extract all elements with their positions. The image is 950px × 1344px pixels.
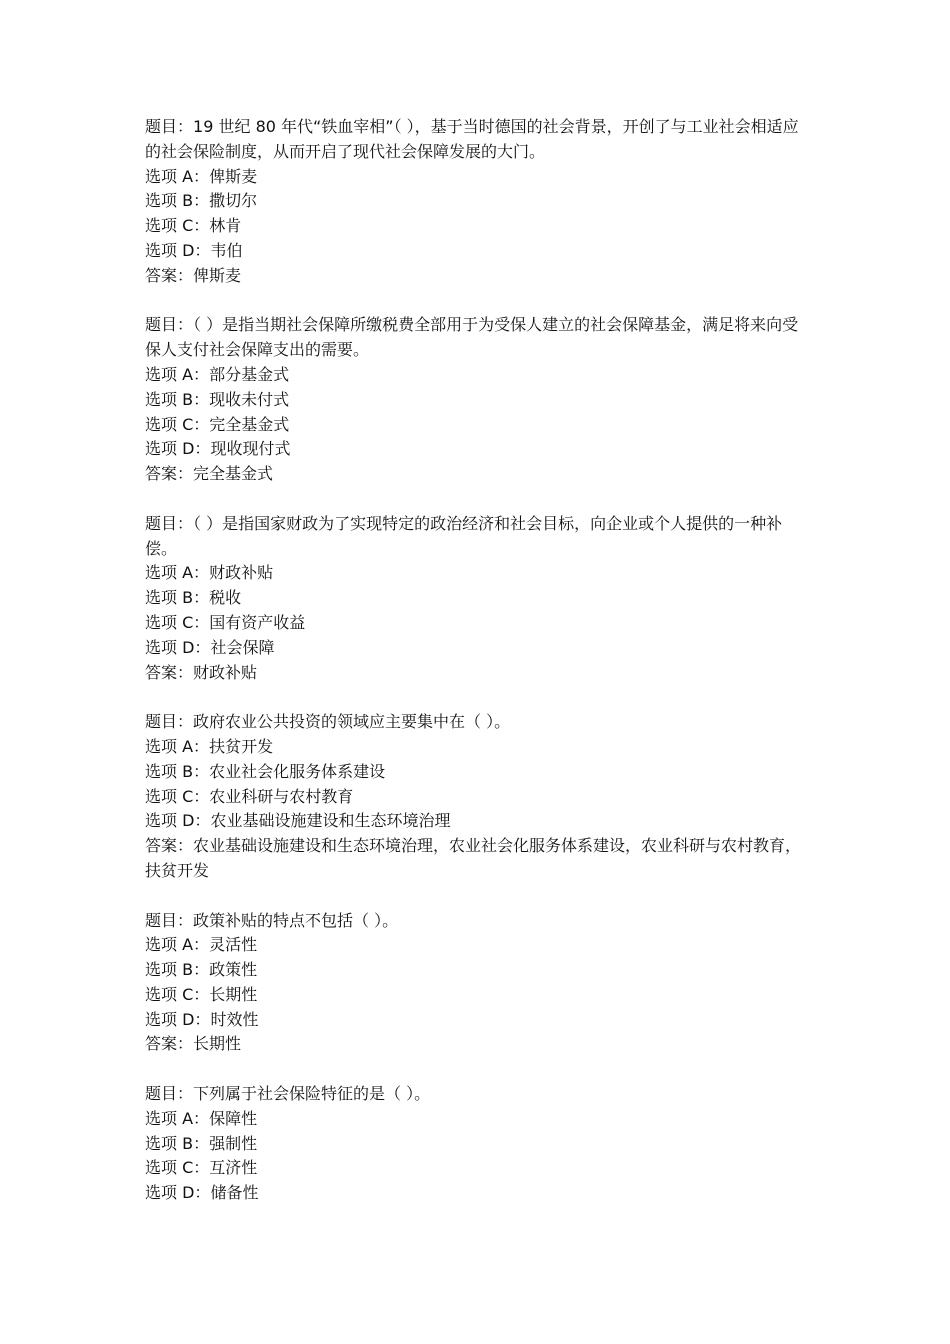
option-d: 选项 D：储备性 [145, 1183, 259, 1203]
option-c: 选项 C：完全基金式 [145, 414, 290, 434]
answer-text: 答案：长期性 [145, 1034, 242, 1054]
option-a: 选项 A：扶贫开发 [145, 736, 274, 756]
option-b: 选项 B：现收未付式 [145, 389, 290, 409]
answer-text: 答案：俾斯麦 [145, 265, 242, 285]
option-c: 选项 C：国有资产收益 [145, 612, 306, 632]
question-block [145, 115, 810, 289]
option-d: 选项 D：时效性 [145, 1009, 259, 1029]
question-block [145, 1082, 810, 1206]
question-text: 题目：政策补贴的特点不包括（ ）。 [145, 910, 399, 930]
option-b: 选项 B：税收 [145, 588, 242, 608]
question-block [145, 313, 810, 487]
option-a: 选项 A：财政补贴 [145, 563, 274, 583]
option-b: 选项 B：政策性 [145, 960, 258, 980]
question-block [145, 710, 810, 884]
option-a: 选项 A：灵活性 [145, 935, 258, 955]
question-text: 题目：（ ）是指国家财政为了实现特定的政治经济和社会目标，向企业或个人提供的一种补偿。 [145, 513, 783, 558]
question-text: 题目：政府农业公共投资的领域应主要集中在（ ）。 [145, 712, 511, 732]
option-a: 选项 A：保障性 [145, 1108, 258, 1128]
option-c: 选项 C：农业科研与农村教育 [145, 786, 354, 806]
answer-text: 答案：农业基础设施建设和生态环境治理，农业社会化服务体系建设，农业科研与农村教育，扶贫开发 [145, 836, 802, 880]
option-d: 选项 D：社会保障 [145, 637, 275, 657]
option-a: 选项 A：部分基金式 [145, 364, 290, 384]
option-c: 选项 C：互济性 [145, 1158, 258, 1178]
option-c: 选项 C：林肯 [145, 216, 242, 236]
option-d: 选项 D：现收现付式 [145, 439, 291, 459]
answer-text: 答案：完全基金式 [145, 464, 274, 484]
option-a: 选项 A：俾斯麦 [145, 166, 258, 186]
question-block [145, 512, 810, 686]
question-text: 题目：19 世纪 80 年代“铁血宰相”（ ），基于当时德国的社会背景，开创了与工业社会相适应的社会保险制度，从而开启了现代社会保障发展的大门。 [145, 117, 799, 161]
document-page [145, 115, 810, 1231]
option-d: 选项 D：韦伯 [145, 240, 243, 260]
option-b: 选项 B：农业社会化服务体系建设 [145, 761, 386, 781]
question-text: 题目：下列属于社会保险特征的是（ ）。 [145, 1084, 431, 1104]
option-b: 选项 B：强制性 [145, 1133, 258, 1153]
option-d: 选项 D：农业基础设施建设和生态环境治理 [145, 811, 451, 831]
question-block [145, 909, 810, 1058]
question-text: 题目：（ ）是指当期社会保障所缴税费全部用于为受保人建立的社会保障基金，满足将来向受保人支付社会保障支出的需要。 [145, 315, 799, 360]
option-b: 选项 B：撒切尔 [145, 191, 258, 211]
option-c: 选项 C：长期性 [145, 984, 258, 1004]
answer-text: 答案：财政补贴 [145, 662, 258, 682]
